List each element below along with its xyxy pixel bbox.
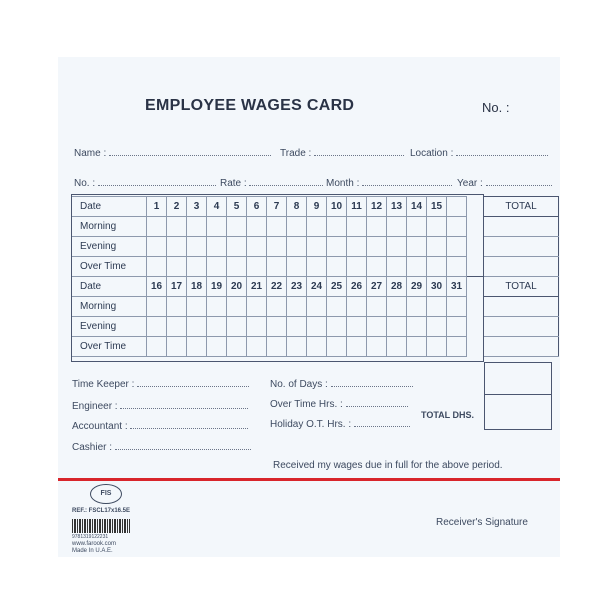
column-gap — [467, 337, 484, 357]
wage-cell[interactable] — [307, 257, 327, 277]
day-number: 20 — [227, 277, 247, 297]
total-header: TOTAL — [484, 197, 559, 217]
date-row — [72, 197, 559, 217]
total-header: TOTAL — [484, 277, 559, 297]
wage-cell[interactable] — [287, 297, 307, 317]
wage-cell[interactable] — [247, 217, 267, 237]
total-cell[interactable] — [484, 217, 559, 237]
name-line — [109, 147, 271, 156]
column-gap — [467, 237, 484, 257]
day-number: 11 — [347, 197, 367, 217]
shift-label: Over Time — [72, 257, 147, 277]
day-number: 21 — [247, 277, 267, 297]
trade-label: Trade : — [280, 148, 312, 159]
wage-cell[interactable] — [147, 337, 167, 357]
rate-label: Rate : — [220, 178, 247, 189]
day-number: 7 — [267, 197, 287, 217]
wage-cell[interactable] — [167, 317, 187, 337]
wage-cell[interactable] — [267, 237, 287, 257]
total-cell[interactable] — [484, 317, 559, 337]
trade-field[interactable] — [280, 147, 404, 159]
wage-cell[interactable] — [367, 337, 387, 357]
total-cell[interactable] — [484, 337, 559, 357]
time-keeper-label: Time Keeper : — [72, 379, 135, 390]
column-gap — [467, 317, 484, 337]
wage-cell[interactable] — [387, 257, 407, 277]
received-statement: Received my wages due in full for the above period. — [273, 460, 503, 471]
wage-cell[interactable] — [407, 237, 427, 257]
day-number: 22 — [267, 277, 287, 297]
day-number: 3 — [187, 197, 207, 217]
wage-cell[interactable] — [447, 237, 467, 257]
wage-cell[interactable] — [167, 237, 187, 257]
holiday-ot-hrs-field[interactable] — [270, 418, 410, 430]
total-cell[interactable] — [484, 257, 559, 277]
wage-cell[interactable] — [347, 217, 367, 237]
day-number: 12 — [367, 197, 387, 217]
wage-cell[interactable] — [427, 217, 447, 237]
location-label: Location : — [410, 148, 454, 159]
over-time-hrs-label: Over Time Hrs. : — [270, 399, 343, 410]
total-dhs-box[interactable] — [484, 362, 552, 430]
wage-cell[interactable] — [387, 297, 407, 317]
year-field[interactable] — [457, 177, 552, 189]
wage-cell[interactable] — [187, 337, 207, 357]
wage-cell[interactable] — [427, 237, 447, 257]
card-title: EMPLOYEE WAGES CARD — [145, 97, 355, 114]
total-cell[interactable] — [484, 237, 559, 257]
wage-cell[interactable] — [287, 317, 307, 337]
cashier-label: Cashier : — [72, 442, 113, 453]
wage-cell[interactable] — [227, 297, 247, 317]
holiday-ot-hrs-label: Holiday O.T. Hrs. : — [270, 419, 352, 430]
wage-cell[interactable] — [327, 337, 347, 357]
wage-cell[interactable] — [347, 337, 367, 357]
day-number: 28 — [387, 277, 407, 297]
wage-cell[interactable] — [307, 337, 327, 357]
column-gap — [467, 197, 484, 217]
holiday-ot-hrs-line — [354, 418, 410, 427]
year-label: Year : — [457, 178, 483, 189]
wage-cell[interactable] — [207, 237, 227, 257]
month-line — [362, 177, 452, 186]
receiver-signature-label: Receiver's Signature — [436, 517, 528, 528]
column-gap — [467, 257, 484, 277]
time-keeper-line — [137, 378, 249, 387]
wage-cell[interactable] — [287, 257, 307, 277]
wage-cell[interactable] — [187, 217, 207, 237]
wage-cell[interactable] — [367, 257, 387, 277]
wage-cell[interactable] — [427, 297, 447, 317]
wage-cell[interactable] — [167, 337, 187, 357]
wage-cell[interactable] — [347, 257, 367, 277]
over-time-hrs-field[interactable] — [270, 398, 408, 410]
wage-cell[interactable] — [367, 237, 387, 257]
month-field[interactable] — [326, 177, 452, 189]
no-of-days-line — [331, 378, 413, 387]
wage-cell[interactable] — [207, 317, 227, 337]
wage-cell[interactable] — [327, 317, 347, 337]
day-number: 16 — [147, 277, 167, 297]
red-divider — [58, 478, 560, 481]
wage-cell[interactable] — [427, 337, 447, 357]
shift-label: Evening — [72, 237, 147, 257]
wage-cell[interactable] — [427, 317, 447, 337]
barcode-number: 9781319122231 — [72, 534, 109, 540]
name-label: Name : — [74, 148, 107, 159]
over-time-hrs-line — [346, 398, 408, 407]
wage-cell[interactable] — [287, 217, 307, 237]
day-number: 6 — [247, 197, 267, 217]
day-number: 18 — [187, 277, 207, 297]
wage-cell[interactable] — [427, 257, 447, 277]
website-text: www.farook.com — [72, 541, 117, 547]
day-number: 19 — [207, 277, 227, 297]
wage-cell[interactable] — [387, 337, 407, 357]
wage-cell[interactable] — [347, 297, 367, 317]
wage-cell[interactable] — [147, 217, 167, 237]
wage-cell[interactable] — [407, 337, 427, 357]
day-number: 26 — [347, 277, 367, 297]
wage-cell[interactable] — [227, 257, 247, 277]
day-number: 5 — [227, 197, 247, 217]
wage-cell[interactable] — [447, 337, 467, 357]
wage-cell[interactable] — [407, 257, 427, 277]
number-label: No. : — [74, 178, 96, 189]
wage-cell[interactable] — [147, 317, 167, 337]
wage-cell[interactable] — [367, 297, 387, 317]
wage-cell[interactable] — [267, 217, 287, 237]
barcode-icon — [72, 519, 130, 533]
wage-cell[interactable] — [267, 297, 287, 317]
location-field[interactable] — [410, 147, 548, 159]
day-number: 29 — [407, 277, 427, 297]
wage-cell[interactable] — [227, 317, 247, 337]
day-number: 2 — [167, 197, 187, 217]
wage-cell[interactable] — [147, 297, 167, 317]
wage-cell[interactable] — [327, 217, 347, 237]
wage-cell[interactable] — [207, 337, 227, 357]
shift-row — [72, 317, 559, 337]
wage-cell[interactable] — [207, 297, 227, 317]
wage-cell[interactable] — [227, 337, 247, 357]
wage-cell[interactable] — [247, 337, 267, 357]
day-number: 14 — [407, 197, 427, 217]
wage-cell[interactable] — [267, 317, 287, 337]
shift-row — [72, 337, 559, 357]
cashier-field[interactable] — [72, 441, 251, 453]
wage-cell[interactable] — [187, 317, 207, 337]
shift-label: Morning — [72, 297, 147, 317]
wage-cell[interactable] — [347, 317, 367, 337]
wage-cell[interactable] — [287, 237, 307, 257]
rate-line — [249, 177, 323, 186]
wage-cell[interactable] — [327, 257, 347, 277]
day-number: 24 — [307, 277, 327, 297]
wage-cell[interactable] — [187, 257, 207, 277]
column-gap — [467, 217, 484, 237]
wage-cell[interactable] — [307, 217, 327, 237]
wage-cell[interactable] — [347, 237, 367, 257]
wage-cell[interactable] — [447, 297, 467, 317]
total-dhs-label: TOTAL DHS. — [421, 410, 475, 420]
wage-cell[interactable] — [307, 297, 327, 317]
wage-cell[interactable] — [307, 317, 327, 337]
wage-cell[interactable] — [387, 217, 407, 237]
shift-row — [72, 257, 559, 277]
wage-cell[interactable] — [287, 337, 307, 357]
shift-row — [72, 237, 559, 257]
day-number: 17 — [167, 277, 187, 297]
wage-cell[interactable] — [247, 317, 267, 337]
wage-cell[interactable] — [187, 297, 207, 317]
fis-logo: FIS — [90, 484, 122, 504]
cashier-line — [115, 441, 251, 450]
engineer-label: Engineer : — [72, 401, 118, 412]
shift-row — [72, 297, 559, 317]
wage-cell[interactable] — [447, 217, 467, 237]
wage-cell[interactable] — [447, 317, 467, 337]
column-gap — [467, 277, 484, 297]
total-dhs-divider — [484, 394, 552, 395]
wage-cell[interactable] — [147, 257, 167, 277]
day-number: 15 — [427, 197, 447, 217]
time-keeper-field[interactable] — [72, 378, 249, 390]
wage-cell[interactable] — [247, 237, 267, 257]
shift-label: Morning — [72, 217, 147, 237]
empty-day-cell — [447, 197, 467, 217]
wage-cell[interactable] — [167, 217, 187, 237]
wage-cell[interactable] — [147, 237, 167, 257]
shift-label: Evening — [72, 317, 147, 337]
ref-code: REF.: FSCL17x16.5E — [72, 508, 131, 514]
wage-cell[interactable] — [367, 217, 387, 237]
shift-row — [72, 217, 559, 237]
day-number: 25 — [327, 277, 347, 297]
shift-label: Over Time — [72, 337, 147, 357]
no-of-days-field[interactable] — [270, 378, 413, 390]
day-number: 13 — [387, 197, 407, 217]
date-row — [72, 277, 559, 297]
wage-cell[interactable] — [387, 237, 407, 257]
wages-grid — [71, 196, 559, 357]
wage-cell[interactable] — [267, 337, 287, 357]
day-number: 4 — [207, 197, 227, 217]
wage-cell[interactable] — [227, 217, 247, 237]
made-in-text: Made In U.A.E. — [72, 548, 113, 554]
wage-cell[interactable] — [187, 237, 207, 257]
column-gap — [467, 297, 484, 317]
wage-cell[interactable] — [267, 257, 287, 277]
wage-cell[interactable] — [327, 297, 347, 317]
wage-cell[interactable] — [207, 257, 227, 277]
day-number: 31 — [447, 277, 467, 297]
wage-cell[interactable] — [407, 297, 427, 317]
day-number: 23 — [287, 277, 307, 297]
card-number-label: No. : — [482, 100, 510, 115]
no-of-days-label: No. of Days : — [270, 379, 328, 390]
wage-cell[interactable] — [227, 237, 247, 257]
day-number: 27 — [367, 277, 387, 297]
trade-line — [314, 147, 404, 156]
day-number: 10 — [327, 197, 347, 217]
accountant-label: Accountant : — [72, 421, 128, 432]
day-number: 1 — [147, 197, 167, 217]
day-number: 8 — [287, 197, 307, 217]
engineer-line — [120, 400, 248, 409]
location-line — [456, 147, 548, 156]
wage-cell[interactable] — [367, 317, 387, 337]
day-number: 30 — [427, 277, 447, 297]
month-label: Month : — [326, 178, 360, 189]
wage-cell[interactable] — [207, 217, 227, 237]
wage-cell[interactable] — [447, 257, 467, 277]
wage-cell[interactable] — [407, 317, 427, 337]
wage-cell[interactable] — [407, 217, 427, 237]
wage-cell[interactable] — [327, 237, 347, 257]
wage-cell[interactable] — [247, 297, 267, 317]
wage-cell[interactable] — [167, 297, 187, 317]
total-cell[interactable] — [484, 297, 559, 317]
number-field[interactable] — [74, 177, 216, 189]
rate-field[interactable] — [220, 177, 323, 189]
wage-cell[interactable] — [387, 317, 407, 337]
accountant-line — [130, 420, 248, 429]
number-line — [98, 177, 216, 186]
wage-cell[interactable] — [247, 257, 267, 277]
date-label: Date — [72, 197, 147, 217]
engineer-field[interactable] — [72, 400, 248, 412]
date-label: Date — [72, 277, 147, 297]
wage-cell[interactable] — [307, 237, 327, 257]
wage-cell[interactable] — [167, 257, 187, 277]
year-line — [486, 177, 552, 186]
accountant-field[interactable] — [72, 420, 248, 432]
day-number: 9 — [307, 197, 327, 217]
name-field[interactable] — [74, 147, 271, 159]
